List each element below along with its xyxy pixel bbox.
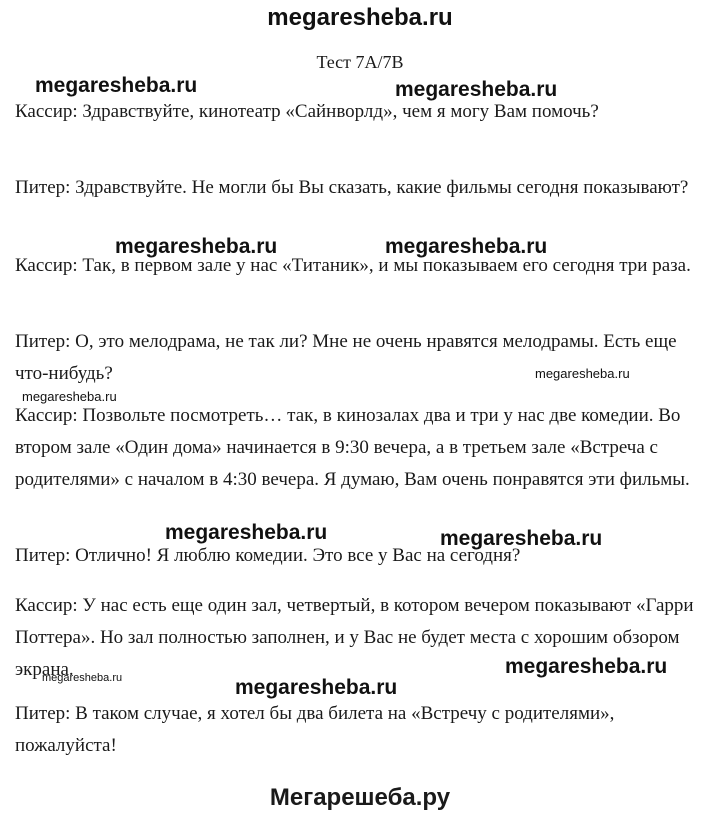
- paragraph: Питер: В таком случае, я хотел бы два билета на «Встречу с родителями», пожалуйста!: [15, 703, 615, 756]
- footer-brand: Мегарешеба.ру: [269, 784, 451, 811]
- paragraph: Питер: Отлично! Я люблю комедии. Это все у Вас на сегодня?: [15, 545, 521, 566]
- paragraph: Питер: О, это мелодрама, не так ли? Мне не очень нравятся мелодрамы. Есть еще что-нибудь?: [15, 331, 677, 384]
- site-header: megaresheba.ru: [267, 4, 453, 31]
- paragraph: Питер: Здравствуйте. Не могли бы Вы сказать, какие фильмы сегодня показывают?: [15, 177, 689, 198]
- watermark: megaresheba.ru: [505, 655, 668, 678]
- paragraph: Кассир: Так, в первом зале у нас «Титаник», и мы показываем его сегодня три раза.: [15, 255, 691, 276]
- paragraph: Кассир: У нас есть еще один зал, четвертый, в котором вечером показывают «Гарри Поттера». Но зал полностью заполнен, и у Вас не будет места с хорошим обзором экрана.: [15, 595, 694, 680]
- watermark: megaresheba.ru: [235, 676, 398, 699]
- document-title: Тест 7А/7В: [316, 52, 404, 72]
- watermark: megaresheba.ru: [22, 389, 117, 404]
- watermark: megaresheba.ru: [385, 235, 548, 258]
- watermark: megaresheba.ru: [395, 78, 558, 101]
- watermark: megaresheba.ru: [115, 235, 278, 258]
- paragraph: Кассир: Позвольте посмотреть… так, в кинозалах два и три у нас две комедии. Во втором зале «Один дома» начинается в 9:30 вечера, а в третьем зале «Встреча с родителями» с началом в 4:30 вечера. Я думаю, Вам очень понравятся эти фильмы.: [15, 405, 690, 490]
- paragraph: Кассир: Здравствуйте, кинотеатр «Сайнворлд», чем я могу Вам помочь?: [15, 101, 599, 122]
- watermark: megaresheba.ru: [165, 521, 328, 544]
- watermark: megaresheba.ru: [42, 672, 123, 684]
- watermark: megaresheba.ru: [35, 74, 198, 97]
- watermark: megaresheba.ru: [535, 366, 630, 381]
- watermark: megaresheba.ru: [440, 527, 603, 550]
